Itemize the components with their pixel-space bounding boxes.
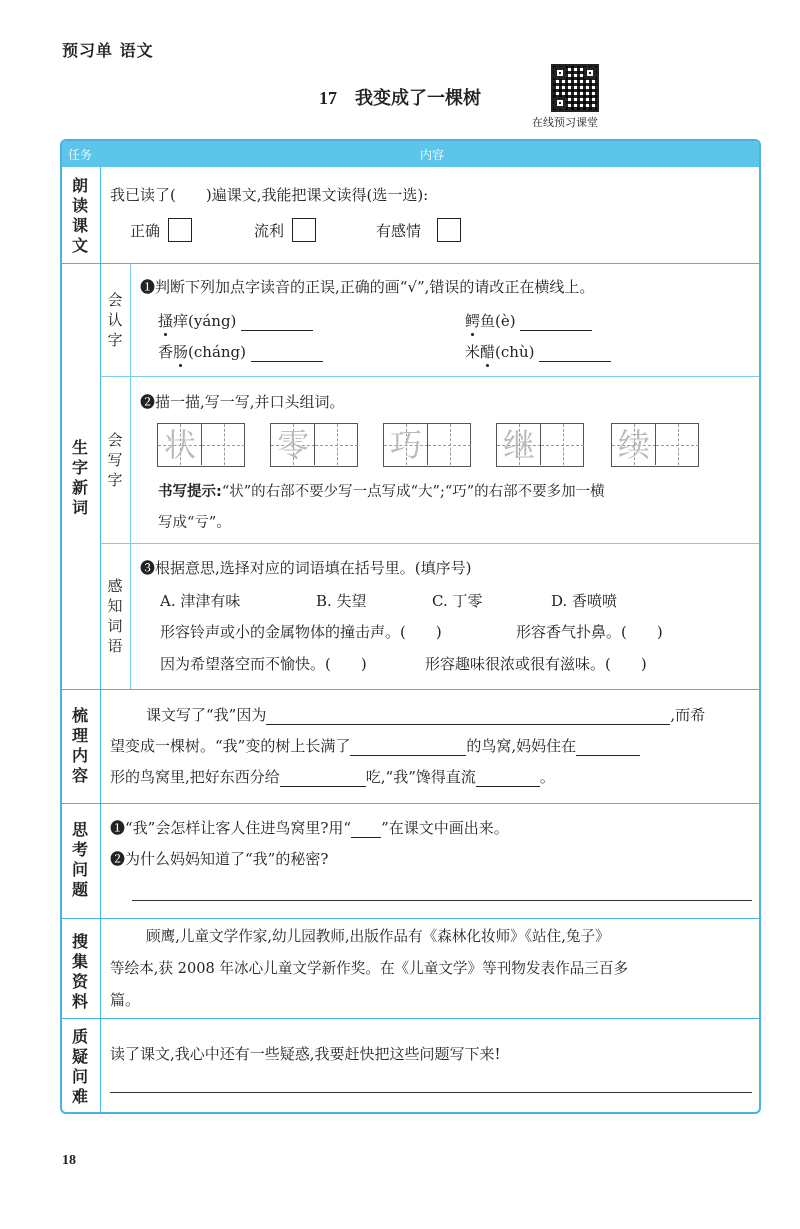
row-divider	[62, 803, 759, 804]
research-line-3: 篇。	[110, 991, 141, 1009]
trace-char: 零	[276, 426, 309, 464]
qr-code-icon[interactable]	[551, 64, 599, 112]
qr-caption: 在线预习课堂	[532, 116, 598, 129]
choice-b: B. 失望	[316, 592, 367, 610]
answer-line[interactable]	[132, 900, 752, 901]
writing-tip: 书写提示:“状”的右部不要少写一点写成“大”;“巧”的右部不要多加一横	[158, 484, 605, 500]
option-feeling-label: 有感情	[376, 222, 422, 240]
row-label-new-chars: 生字新词	[71, 438, 88, 517]
lesson-number: 17	[319, 88, 337, 108]
option-fluent-label: 流利	[254, 222, 285, 240]
word-question-4[interactable]: 形容趣味很浓或很有滋味。( )	[425, 655, 647, 673]
choice-d: D. 香喷喷	[551, 592, 618, 610]
subrow-divider	[100, 376, 759, 377]
word-question-1[interactable]: 形容铃声或小的金属物体的撞击声。( )	[160, 623, 442, 641]
lesson-title	[0, 84, 800, 110]
question-2: ❷为什么妈妈知道了“我”的秘密?	[110, 850, 329, 868]
row-divider	[62, 263, 759, 264]
words-instruction: ❸根据意思,选择对应的词语填在括号里。(填序号)	[140, 559, 472, 577]
row-label-doubts: 质疑问难	[71, 1027, 88, 1106]
sub-label-recognize: 会认字	[107, 291, 123, 349]
option-correct-checkbox[interactable]	[168, 218, 192, 242]
fill-blank[interactable]	[576, 739, 640, 756]
sub-label-write: 会写字	[107, 431, 123, 489]
writing-grid[interactable]	[496, 423, 584, 467]
answer-line[interactable]	[520, 314, 592, 331]
summary-line-1: 课文写了“我”因为 ,而希	[146, 706, 706, 724]
trace-char: 巧	[389, 426, 422, 464]
row-divider	[62, 1018, 759, 1019]
trace-char: 续	[617, 426, 650, 464]
fill-blank[interactable]	[280, 770, 366, 787]
word-question-3[interactable]: 因为希望落空而不愉快。( )	[160, 655, 367, 673]
research-line-2: 等绘本,获 2008 年冰心儿童文学新作奖。在《儿童文学》等刊物发表作品三百多	[110, 960, 629, 977]
pinyin-item-2: 鳄鱼(è)	[465, 311, 592, 331]
row-divider	[62, 918, 759, 919]
recognize-instruction: ❶判断下列加点字读音的正误,正确的画“√”,错误的请改正在横线上。	[140, 278, 595, 296]
row-label-questions: 思考问题	[71, 820, 88, 899]
writing-grid[interactable]	[270, 423, 358, 467]
summary-line-3: 形的鸟窝里,把好东西分给 吃,“我”馋得直流 。	[110, 768, 555, 786]
fill-blank[interactable]	[266, 708, 670, 725]
fill-blank[interactable]	[476, 770, 540, 787]
header-task: 任务	[68, 148, 93, 162]
column-divider	[100, 167, 101, 1113]
answer-line[interactable]	[251, 345, 323, 362]
reading-line: 我已读了( )遍课文,我能把课文读得(选一选):	[110, 186, 429, 204]
summary-line-2: 望变成一棵树。“我”变的树上长满了 的鸟窝,妈妈住在	[110, 736, 640, 756]
answer-line[interactable]	[539, 345, 611, 362]
option-feeling-checkbox[interactable]	[437, 218, 461, 242]
subrow-divider	[100, 543, 759, 544]
writing-grid[interactable]	[383, 423, 471, 467]
option-fluent-checkbox[interactable]	[292, 218, 316, 242]
writing-tip-cont: 写成“亏”。	[158, 515, 231, 531]
row-label-research: 搜集资料	[71, 932, 88, 1011]
question-1: ❶“我”会怎样让客人住进鸟窝里?用“ ”在课文中画出来。	[110, 819, 509, 837]
trace-char: 继	[502, 426, 535, 464]
option-correct-label: 正确	[130, 222, 161, 240]
word-question-2[interactable]: 形容香气扑鼻。( )	[516, 623, 663, 641]
writing-grid[interactable]	[611, 423, 699, 467]
subject-header: 预习单 语文	[62, 41, 154, 60]
lesson-name: 我变成了一棵树	[355, 88, 481, 109]
pinyin-item-3: 香肠(cháng)	[158, 342, 323, 362]
pinyin-item-4: 米醋(chù)	[465, 342, 611, 362]
answer-line[interactable]	[110, 1092, 752, 1093]
answer-line[interactable]	[241, 314, 313, 331]
row-label-summary: 梳理内容	[71, 706, 88, 785]
writing-grid[interactable]	[157, 423, 245, 467]
pinyin-item-1: 搔痒(yáng)	[158, 311, 313, 331]
row-label-reading: 朗读课文	[71, 176, 88, 255]
choice-c: C. 丁零	[432, 592, 483, 610]
choice-a: A. 津津有味	[160, 592, 241, 610]
row-divider	[62, 689, 759, 690]
subcolumn-divider	[130, 263, 131, 689]
trace-char: 状	[163, 426, 196, 464]
underline-sample	[351, 824, 381, 838]
sub-label-words: 感知词语	[107, 577, 123, 655]
fill-blank[interactable]	[350, 739, 466, 756]
header-content: 内容	[420, 148, 445, 162]
page-number: 18	[62, 1153, 76, 1168]
doubts-line: 读了课文,我心中还有一些疑惑,我要赶快把这些问题写下来!	[110, 1045, 501, 1063]
research-line-1: 顾鹰,儿童文学作家,幼儿园教师,出版作品有《森林化妆师》《站住,兔子》	[146, 928, 610, 945]
write-instruction: ❷描一描,写一写,并口头组词。	[140, 393, 345, 411]
table-header	[62, 141, 759, 167]
